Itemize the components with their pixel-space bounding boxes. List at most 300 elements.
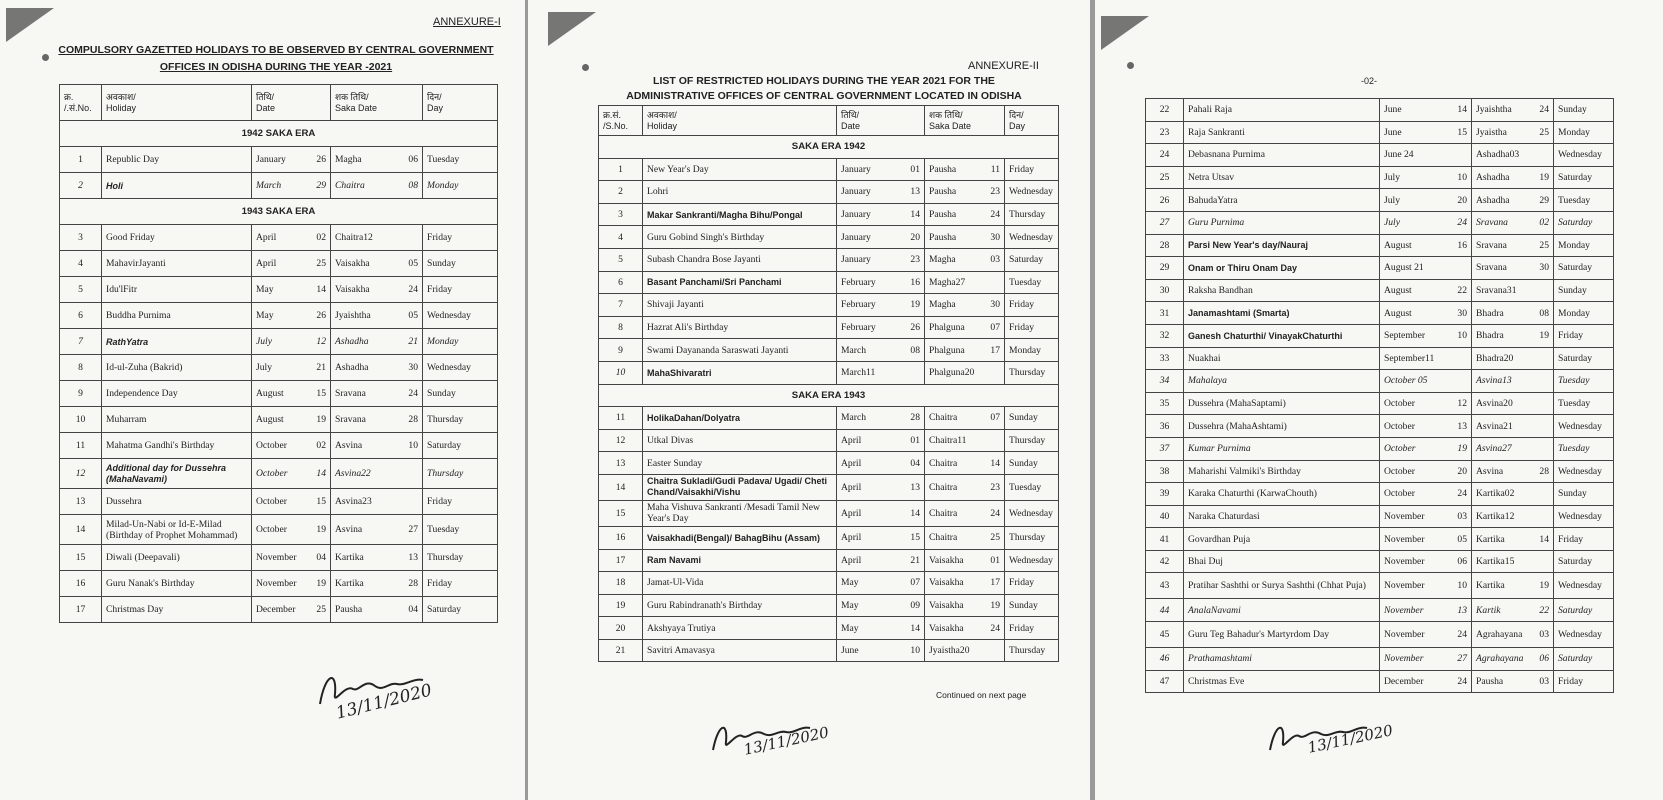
era-header-row (60, 199, 498, 225)
date-day: 12 (1457, 398, 1467, 410)
saka-month: Jyaistha (1476, 126, 1507, 138)
column-header-hindi: दिन/ (1009, 109, 1024, 120)
weekday: Friday (1005, 316, 1059, 339)
saka-wrap (335, 468, 418, 479)
holiday-name: Ram Navami (643, 549, 837, 572)
date-day: 30 (1457, 307, 1467, 319)
column-header-hindi: तिथि/ (841, 109, 860, 120)
date-day: 19 (316, 578, 326, 589)
serial-number: 44 (1146, 599, 1184, 622)
saka-wrap (1476, 443, 1549, 454)
serial-number: 17 (60, 597, 102, 623)
date-month: May (841, 577, 859, 589)
table-row (599, 639, 1059, 662)
holiday-name: Lohri (643, 181, 837, 204)
table-row (1146, 415, 1614, 438)
holiday-name: Savitri Amavasya (643, 639, 837, 662)
page-corner-fold (6, 8, 54, 42)
date-wrap (256, 552, 326, 563)
serial-number: 6 (60, 303, 102, 329)
saka-wrap (335, 388, 418, 399)
holiday-name: BahudaYatra (1184, 189, 1380, 212)
saka-day: 05 (408, 310, 418, 321)
holiday-name: Debasnana Purnima (1184, 144, 1380, 167)
holiday-name: Shivaji Jayanti (643, 294, 837, 317)
saka-month: Kartika12 (1476, 510, 1515, 522)
table-row (1146, 437, 1614, 460)
serial-number: 14 (60, 515, 102, 545)
table-row (1146, 648, 1614, 671)
saka-day: 24 (990, 507, 1000, 519)
date-day: 26 (910, 322, 920, 334)
holiday-name: Guru Purnima (1184, 211, 1380, 234)
weekday: Saturday (423, 597, 498, 623)
saka-day: 23 (990, 481, 1000, 493)
gregorian-date (252, 459, 331, 489)
date-day: 15 (316, 388, 326, 399)
gregorian-date (1380, 599, 1472, 622)
serial-number: 16 (60, 571, 102, 597)
date-wrap (256, 362, 326, 373)
date-wrap (1384, 104, 1467, 115)
saka-wrap (335, 604, 418, 615)
saka-date (925, 639, 1005, 662)
saka-wrap (929, 367, 1000, 378)
saka-date (1472, 302, 1554, 325)
holiday-name: Naraka Chaturdasi (1184, 505, 1380, 528)
saka-wrap (1476, 398, 1549, 409)
saka-date (331, 173, 423, 199)
saka-date (1472, 437, 1554, 460)
saka-month: Sravana (335, 388, 366, 399)
date-month: July (256, 362, 272, 373)
table-row (1146, 599, 1614, 622)
saka-month: Ashadha03 (1476, 149, 1520, 161)
saka-wrap (1476, 217, 1549, 228)
saka-day: 08 (1539, 307, 1549, 319)
saka-day: 22 (1539, 604, 1549, 616)
saka-day: 11 (990, 163, 1000, 175)
holiday-name: Easter Sunday (643, 452, 837, 475)
page-title (564, 74, 1084, 104)
date-wrap (1384, 127, 1467, 138)
date-month: June (1384, 104, 1402, 116)
date-wrap (256, 232, 326, 243)
saka-wrap (929, 508, 1000, 519)
table-row (60, 147, 498, 173)
date-month: March11 (841, 367, 876, 379)
date-wrap (1384, 676, 1467, 687)
gregorian-date (1380, 415, 1472, 438)
date-wrap (1384, 330, 1467, 341)
saka-month: Asvina23 (335, 496, 372, 507)
saka-date (331, 407, 423, 433)
holiday-name: Hazrat Ali's Birthday (643, 316, 837, 339)
saka-month: Jyaishtha (335, 310, 371, 321)
gregorian-date (1380, 370, 1472, 393)
date-month: January (256, 154, 286, 165)
saka-date (925, 203, 1005, 226)
saka-wrap (1476, 195, 1549, 206)
holiday-name: Dussehra (MahaAshtami) (1184, 415, 1380, 438)
weekday: Tuesday (1554, 189, 1614, 212)
holiday-name: New Year's Day (643, 158, 837, 181)
saka-date (925, 407, 1005, 430)
gregorian-date (252, 251, 331, 277)
column-header (60, 85, 102, 121)
date-month: May (256, 284, 274, 295)
date-day: 25 (316, 258, 326, 269)
saka-day: 28 (408, 578, 418, 589)
holiday-name: RathYatra (102, 329, 252, 355)
saka-date (331, 433, 423, 459)
saka-month: Phalguna20 (929, 367, 975, 379)
serial-number: 30 (1146, 279, 1184, 302)
saka-wrap (335, 232, 418, 243)
date-month: December (1384, 675, 1424, 687)
saka-day: 23 (990, 186, 1000, 198)
weekday: Monday (1005, 339, 1059, 362)
table-row (599, 226, 1059, 249)
saka-date (331, 277, 423, 303)
date-day: 14 (1457, 104, 1467, 116)
table-header-row (60, 85, 498, 121)
saka-month: Sravana (335, 414, 366, 425)
serial-number: 15 (60, 545, 102, 571)
serial-number: 31 (1146, 302, 1184, 325)
column-header (837, 106, 925, 136)
date-wrap (841, 508, 920, 519)
serial-number: 46 (1146, 648, 1184, 671)
gregorian-date (837, 429, 925, 452)
date-wrap (1384, 308, 1467, 319)
serial-number: 36 (1146, 415, 1184, 438)
table-row (599, 181, 1059, 204)
serial-number: 12 (599, 429, 643, 452)
saka-day: 07 (990, 322, 1000, 334)
table-row (60, 303, 498, 329)
table-row (1146, 324, 1614, 347)
saka-month: Asvina27 (1476, 443, 1512, 455)
serial-number: 4 (599, 226, 643, 249)
saka-day: 03 (1539, 629, 1549, 641)
date-day: 01 (910, 435, 920, 447)
annexure-1-page (0, 0, 525, 800)
date-day: 14 (910, 507, 920, 519)
saka-wrap (1476, 653, 1549, 664)
saka-day: 01 (990, 554, 1000, 566)
saka-wrap (335, 362, 418, 373)
table-row (1146, 279, 1614, 302)
holiday-name: Pahali Raja (1184, 99, 1380, 122)
weekday: Wednesday (1005, 500, 1059, 526)
date-month: October (256, 496, 287, 507)
column-header (1005, 106, 1059, 136)
date-day: 27 (1457, 653, 1467, 665)
saka-month: Vaisakha (929, 599, 964, 611)
date-month: July (1384, 172, 1400, 184)
holiday-name: Nuakhai (1184, 347, 1380, 370)
date-month: May (841, 622, 859, 634)
date-wrap (256, 388, 326, 399)
date-day: 23 (910, 254, 920, 266)
saka-date (925, 158, 1005, 181)
serial-number: 41 (1146, 528, 1184, 551)
weekday: Thursday (423, 545, 498, 571)
saka-wrap (929, 532, 1000, 543)
date-month: February (841, 276, 876, 288)
date-month: August (256, 414, 284, 425)
date-month: January (841, 186, 871, 198)
gregorian-date (1380, 505, 1472, 528)
column-header (599, 106, 643, 136)
date-wrap (1384, 240, 1467, 251)
serial-number: 5 (599, 248, 643, 271)
table-row (60, 545, 498, 571)
saka-date (1472, 144, 1554, 167)
saka-day: 10 (408, 440, 418, 451)
table-row (599, 361, 1059, 384)
saka-month: Magha27 (929, 276, 966, 288)
date-month: November (1384, 580, 1425, 592)
holiday-name: Vaisakhadi(Bengal)/ BahagBihu (Assam) (643, 526, 837, 549)
gregorian-date (1380, 121, 1472, 144)
holiday-name: Pratihar Sashthi or Surya Sashthi (Chhat Puja) (1184, 573, 1380, 599)
column-header (643, 106, 837, 136)
table-row (599, 248, 1059, 271)
saka-month: Kartika (335, 552, 364, 563)
gregorian-date (837, 617, 925, 640)
saka-date (1472, 392, 1554, 415)
date-wrap (841, 532, 920, 543)
title-line-1: COMPULSORY GAZETTED HOLIDAYS TO BE OBSERVED BY CENTRAL GOVERNMENT (58, 44, 494, 56)
date-wrap (256, 440, 326, 451)
date-day: 26 (316, 310, 326, 321)
holiday-name: Prathamashtami (1184, 648, 1380, 671)
holiday-name: Bhai Duj (1184, 550, 1380, 573)
era-header-row (60, 121, 498, 147)
saka-month: Ashadha (1476, 172, 1510, 184)
date-day: 14 (316, 468, 326, 479)
weekday: Thursday (423, 459, 498, 489)
gregorian-date (252, 381, 331, 407)
column-header-english: Saka Date (335, 102, 378, 113)
saka-date (1472, 573, 1554, 599)
date-wrap (1384, 217, 1467, 228)
signature-date: 13/11/2020 (1306, 721, 1395, 757)
serial-number: 37 (1146, 437, 1184, 460)
page-number: -02- (1361, 76, 1378, 86)
table-row (1146, 166, 1614, 189)
saka-date (925, 271, 1005, 294)
restricted-holidays-table (598, 105, 1059, 662)
date-month: October (1384, 465, 1415, 477)
saka-date (1472, 550, 1554, 573)
saka-month: Pausha (929, 209, 957, 221)
holiday-name: Christmas Day (102, 597, 252, 623)
table-row (1146, 505, 1614, 528)
gregorian-date (1380, 528, 1472, 551)
serial-number: 47 (1146, 670, 1184, 693)
saka-day: 29 (1539, 194, 1549, 206)
table-row (599, 594, 1059, 617)
gregorian-date (252, 433, 331, 459)
date-month: October (1384, 443, 1416, 455)
gregorian-date (1380, 234, 1472, 257)
saka-day: 28 (1539, 465, 1549, 477)
table-row (60, 225, 498, 251)
gregorian-date (1380, 392, 1472, 415)
saka-day: 04 (408, 604, 418, 615)
holiday-name: Muharram (102, 407, 252, 433)
weekday: Saturday (1554, 648, 1614, 671)
weekday: Wednesday (1005, 181, 1059, 204)
serial-number: 6 (599, 271, 643, 294)
date-day: 15 (910, 532, 920, 544)
table-row (599, 429, 1059, 452)
saka-month: Chaitra (929, 481, 958, 493)
table-row (1146, 483, 1614, 506)
saka-wrap (1476, 629, 1549, 640)
saka-date (1472, 234, 1554, 257)
table-header-row (599, 106, 1059, 136)
saka-wrap (1476, 172, 1549, 183)
weekday: Friday (423, 571, 498, 597)
saka-date (1472, 505, 1554, 528)
date-wrap (1384, 195, 1467, 206)
saka-day: 05 (408, 258, 418, 269)
date-day: 08 (910, 344, 920, 356)
weekday: Wednesday (1554, 415, 1614, 438)
column-header-english: Date (841, 120, 861, 131)
column-header-english: Day (427, 102, 444, 113)
date-day: 09 (910, 599, 920, 611)
saka-wrap (1476, 353, 1549, 364)
date-month: November (256, 578, 297, 589)
serial-number: 11 (599, 407, 643, 430)
saka-wrap (335, 552, 418, 563)
date-month: May (841, 599, 859, 611)
holiday-name: Dussehra (102, 489, 252, 515)
weekday: Wednesday (1554, 573, 1614, 599)
table-row (60, 571, 498, 597)
date-wrap (1384, 421, 1467, 432)
gregorian-date (1380, 460, 1472, 483)
weekday: Wednesday (1554, 460, 1614, 483)
punch-hole (582, 64, 589, 71)
gregorian-date (1380, 189, 1472, 212)
page-corner-fold (1101, 16, 1149, 50)
date-day: 21 (910, 554, 920, 566)
saka-day: 30 (990, 299, 1000, 311)
holiday-name: Basant Panchami/Sri Panchami (643, 271, 837, 294)
gregorian-date (252, 329, 331, 355)
date-month: November (256, 552, 297, 563)
saka-month: Asvina20 (1476, 398, 1513, 410)
serial-number: 19 (599, 594, 643, 617)
holiday-name: Mahalaya (1184, 370, 1380, 393)
gregorian-date (837, 203, 925, 226)
date-day: 10 (1457, 580, 1467, 592)
saka-month: Chaitra (929, 412, 958, 424)
saka-date (925, 181, 1005, 204)
date-month: October (1384, 398, 1415, 410)
date-month: October (256, 440, 287, 451)
column-header-hindi: तिथि/ (256, 91, 275, 102)
saka-month: Chaitra11 (929, 435, 967, 447)
saka-month: Kartika (1476, 533, 1505, 545)
gregorian-date (837, 339, 925, 362)
title-line-2: ADMINISTRATIVE OFFICES OF CENTRAL GOVERNMENT LOCATED IN ODISHA (626, 90, 1022, 102)
column-header-english: /.सं.No. (64, 102, 92, 113)
date-month: April (841, 507, 862, 519)
saka-month: Phalguna (929, 344, 965, 356)
serial-number: 25 (1146, 166, 1184, 189)
saka-wrap (1476, 149, 1549, 160)
saka-month: Magha (335, 154, 362, 165)
table-row (599, 452, 1059, 475)
annexure-2-page (528, 0, 1090, 800)
table-row (60, 173, 498, 199)
saka-month: Jyaishtha (1476, 104, 1512, 116)
date-month: January (841, 209, 871, 221)
holiday-name: Holi (102, 173, 252, 199)
serial-number: 27 (1146, 211, 1184, 234)
gregorian-date (1380, 257, 1472, 280)
saka-wrap (335, 284, 418, 295)
saka-day: 24 (408, 388, 418, 399)
saka-wrap (929, 254, 1000, 265)
date-month: August (1384, 307, 1412, 319)
date-wrap (1384, 398, 1467, 409)
saka-day: 14 (990, 457, 1000, 469)
gregorian-date (1380, 211, 1472, 234)
date-day: 14 (910, 622, 920, 634)
date-month: December (256, 604, 296, 615)
serial-number: 13 (599, 452, 643, 475)
date-wrap (1384, 511, 1467, 522)
holiday-name: Guru Gobind Singh's Birthday (643, 226, 837, 249)
date-month: August (256, 388, 284, 399)
saka-date (1472, 483, 1554, 506)
date-month: October 05 (1384, 375, 1428, 387)
date-wrap (841, 600, 920, 611)
serial-number: 2 (599, 181, 643, 204)
holiday-name: Jamat-Ul-Vida (643, 572, 837, 595)
gregorian-date (837, 500, 925, 526)
table-row (1146, 302, 1614, 325)
weekday: Thursday (1005, 203, 1059, 226)
date-wrap (256, 258, 326, 269)
date-day: 04 (910, 457, 920, 469)
serial-number: 15 (599, 500, 643, 526)
serial-number: 16 (599, 526, 643, 549)
weekday: Friday (1005, 572, 1059, 595)
weekday: Sunday (1554, 279, 1614, 302)
date-wrap (256, 414, 326, 425)
gregorian-date (837, 316, 925, 339)
date-wrap (841, 482, 920, 493)
annexure-label: ANNEXURE-II (968, 60, 1039, 72)
holiday-name: Makar Sankranti/Magha Bihu/Pongal (643, 203, 837, 226)
date-wrap (1384, 466, 1467, 477)
weekday: Thursday (423, 407, 498, 433)
table-row (599, 407, 1059, 430)
saka-day: 21 (408, 336, 418, 347)
saka-day: 06 (408, 154, 418, 165)
saka-month: Kartik (1476, 604, 1501, 616)
table-row (1146, 144, 1614, 167)
